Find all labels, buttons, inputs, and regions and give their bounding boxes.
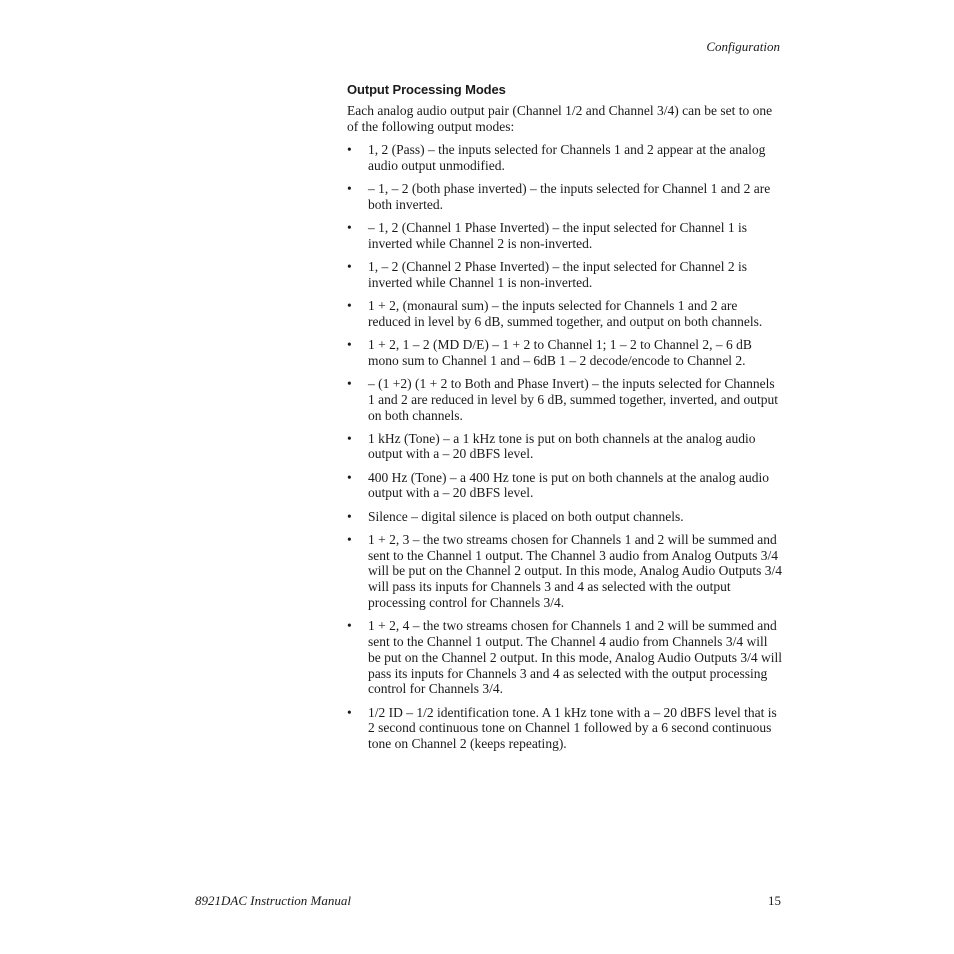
list-item-text: Silence – digital silence is placed on both output channels. [368,508,684,524]
bullet-icon: • [347,508,352,524]
list-item-text: – (1 +2) (1 + 2 to Both and Phase Invert) – the inputs selected for Channels 1 and 2 are reduced in level by 6 dB, summed together, inverted, and output on both channels. [368,375,778,423]
list-item [347,220,783,252]
list-item-text: 1 kHz (Tone) – a 1 kHz tone is put on both channels at the analog audio output with a – 20 dBFS level. [368,430,756,462]
bullet-icon: • [347,180,352,196]
list-item-text: 1 + 2, 3 – the two streams chosen for Channels 1 and 2 will be summed and sent to the Channel 1 output. The Channel 3 audio from Analog Outputs 3/4 will be put on the Channel 2 output. In this mode, Analog Audio Outputs 3/4 will pass its inputs for Channels 3 and 4 as selected with the output processing control for Channels 3/4. [368,531,782,611]
list-item-text: 1, 2 (Pass) – the inputs selected for Channels 1 and 2 appear at the analog audio output unmodified. [368,142,766,173]
bullet-icon: • [347,297,352,313]
list-item [347,705,783,752]
manual-title: 8921DAC Instruction Manual [195,893,351,908]
list-item [347,259,783,291]
list-item-text: 1 + 2, 1 – 2 (MD D/E) – 1 + 2 to Channel 1; 1 – 2 to Channel 2, – 6 dB mono sum to Channel 1 and – 6dB 1 – 2 decode/encode to Channel 2. [368,336,752,368]
list-item-text: – 1, 2 (Channel 1 Phase Inverted) – the input selected for Channel 1 is inverted while Channel 2 is non-inverted. [368,219,748,251]
list-item [347,142,783,174]
bullet-icon: • [347,375,352,391]
intro-paragraph: Each analog audio output pair (Channel 1/2 and Channel 3/4) can be set to one of the following output modes: [347,103,773,134]
running-footer [195,893,781,909]
bullet-icon: • [347,704,352,720]
bullet-icon: • [347,618,352,634]
bullet-icon: • [347,336,352,352]
section-heading: Output Processing Modes [347,82,506,97]
list-item [347,298,783,330]
list-item [347,431,783,463]
list-item-text: 1, – 2 (Channel 2 Phase Inverted) – the input selected for Channel 2 is inverted while Channel 1 is non-inverted. [368,258,748,290]
list-item [347,337,783,369]
bullet-icon: • [347,430,352,446]
output-modes-list [347,142,783,752]
list-item-text: 1/2 ID – 1/2 identification tone. A 1 kHz tone with a – 20 dBFS level that is 2 second continuous tone on Channel 1 followed by a 6 second continuous tone on Channel 2 (keeps repeating). [368,704,777,752]
list-item-text: – 1, – 2 (both phase inverted) – the inputs selected for Channel 1 and 2 are both inverted. [368,180,771,212]
bullet-icon: • [347,142,352,157]
list-item [347,532,783,611]
list-item [347,470,783,502]
bullet-icon: • [347,531,352,547]
list-item [347,181,783,213]
running-header: Configuration [706,39,780,54]
page-content [347,82,783,759]
list-item [347,376,783,423]
list-item [347,618,783,697]
list-item-text: 1 + 2, 4 – the two streams chosen for Channels 1 and 2 will be summed and sent to the Channel 1 output. The Channel 4 audio from Channels 3/4 will be put on the Channel 2 output. In this mode, Analog Audio Outputs 3/4 will pass its inputs for Channels 3 and 4 as selected with the output processing control for Channels 3/4. [368,618,782,697]
list-item [347,509,783,525]
list-item-text: 400 Hz (Tone) – a 400 Hz tone is put on both channels at the analog audio output with a – 20 dBFS level. [368,469,769,501]
bullet-icon: • [347,219,352,235]
list-item-text: 1 + 2, (monaural sum) – the inputs selected for Channels 1 and 2 are reduced in level by 6 dB, summed together, and output on both channels. [368,297,763,329]
page-number: 15 [768,893,781,908]
bullet-icon: • [347,258,352,274]
bullet-icon: • [347,469,352,485]
